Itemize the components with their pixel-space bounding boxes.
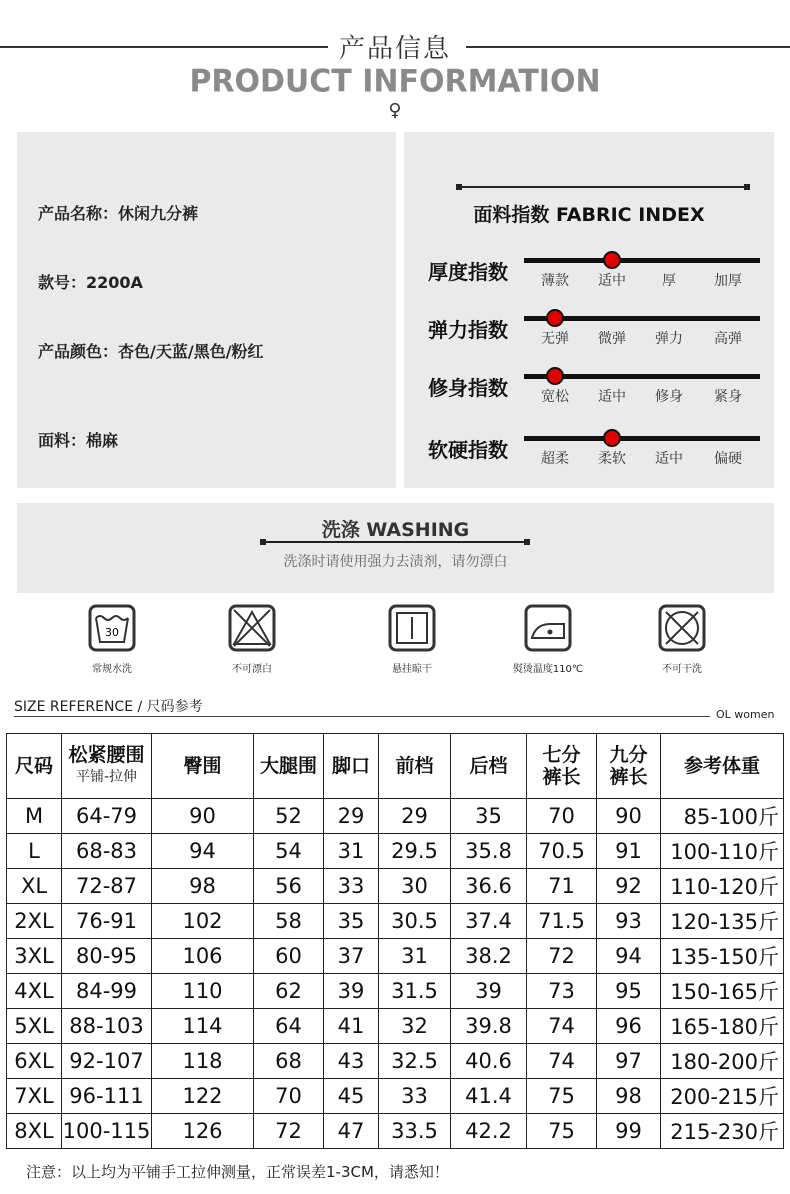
table-cell: 70 (254, 1079, 324, 1114)
header-main: 前档 (395, 755, 434, 777)
table-cell: 71 (527, 869, 597, 904)
fabric-index-option: 偏硬 (714, 451, 742, 467)
table-cell: 33.5 (379, 1114, 451, 1149)
size-table (6, 733, 784, 1149)
fabric-index-option: 弹力 (655, 331, 683, 347)
table-cell: 180-200斤 (661, 1044, 784, 1079)
table-cell: 90 (152, 799, 254, 834)
table-cell: 39 (324, 974, 379, 1009)
table-cell: 40.6 (451, 1044, 527, 1079)
table-cell: 135-150斤 (661, 939, 784, 974)
table-row (7, 1079, 784, 1114)
size-cell: 8XL (7, 1114, 62, 1149)
iron-temp-icon (524, 604, 572, 652)
table-cell: 75 (527, 1114, 597, 1149)
table-cell: 43 (324, 1044, 379, 1079)
table-cell: 32 (379, 1009, 451, 1044)
table-cell: 91 (597, 834, 661, 869)
table-row (7, 939, 784, 974)
table-cell: 100-110斤 (661, 834, 784, 869)
size-cell: M (7, 799, 62, 834)
table-cell: 96-111 (62, 1079, 152, 1114)
header-main: 九分 (609, 744, 648, 766)
table-cell: 90 (597, 799, 661, 834)
table-cell: 80-95 (62, 939, 152, 974)
table-cell: 35.8 (451, 834, 527, 869)
table-cell: 29 (379, 799, 451, 834)
table-cell: 114 (152, 1009, 254, 1044)
fabric-index-option: 厚 (662, 273, 676, 289)
wash-label: 不可漂白 (232, 664, 272, 675)
table-cell: 60 (254, 939, 324, 974)
table-cell: 92 (597, 869, 661, 904)
table-cell: 42.2 (451, 1114, 527, 1149)
table-cell: 96 (597, 1009, 661, 1044)
fabric-index-option: 宽松 (541, 389, 569, 405)
size-table-header (527, 734, 597, 799)
fabric-index-option: 紧身 (714, 389, 742, 405)
table-row (7, 869, 784, 904)
table-cell: 31.5 (379, 974, 451, 1009)
table-cell: 102 (152, 904, 254, 939)
table-cell: 72-87 (62, 869, 152, 904)
table-cell: 72 (254, 1114, 324, 1149)
table-cell: 97 (597, 1044, 661, 1079)
table-cell: 106 (152, 939, 254, 974)
table-row (7, 974, 784, 1009)
table-cell: 35 (324, 904, 379, 939)
table-cell: 30 (379, 869, 451, 904)
size-cell: 6XL (7, 1044, 62, 1079)
table-cell: 54 (254, 834, 324, 869)
size-table-header (597, 734, 661, 799)
female-symbol-icon: ♀ (388, 100, 402, 121)
table-cell: 98 (152, 869, 254, 904)
svg-text:30: 30 (105, 626, 119, 639)
header-main-line2: 裤长 (609, 766, 648, 788)
table-row (7, 904, 784, 939)
table-cell: 64 (254, 1009, 324, 1044)
table-cell: 94 (152, 834, 254, 869)
table-cell: 72 (527, 939, 597, 974)
fabric-index-option: 适中 (598, 273, 626, 289)
table-cell: 36.6 (451, 869, 527, 904)
size-table-header (254, 734, 324, 799)
table-cell: 68-83 (62, 834, 152, 869)
size-cell: XL (7, 869, 62, 904)
fabric-index-option: 适中 (598, 389, 626, 405)
product-fabric: 面料：棉麻 (38, 431, 119, 450)
table-cell: 39.8 (451, 1009, 527, 1044)
header-main: 臀围 (183, 755, 222, 777)
size-table-header (62, 734, 152, 799)
table-cell: 122 (152, 1079, 254, 1114)
fabric-index-marker (603, 251, 621, 269)
header-main: 参考体重 (683, 755, 760, 777)
table-cell: 31 (324, 834, 379, 869)
fabric-index-option: 无弹 (541, 331, 569, 347)
fabric-index-label: 厚度指数 (428, 260, 508, 284)
size-cell: 3XL (7, 939, 62, 974)
table-cell: 30.5 (379, 904, 451, 939)
table-cell: 85-100斤 (661, 799, 784, 834)
table-cell: 126 (152, 1114, 254, 1149)
fabric-index-option: 加厚 (714, 273, 742, 289)
table-cell: 76-91 (62, 904, 152, 939)
product-colors: 产品颜色：杏色/天蓝/黑色/粉红 (38, 342, 264, 361)
fabric-index-option: 修身 (655, 389, 683, 405)
size-table-header (379, 734, 451, 799)
header-main: 大腿围 (259, 755, 317, 777)
table-cell: 41.4 (451, 1079, 527, 1114)
fabric-title-rule (458, 186, 748, 188)
table-cell: 33 (324, 869, 379, 904)
no-bleach-icon (228, 604, 276, 652)
header-main: 后档 (469, 755, 508, 777)
size-reference-rule (14, 716, 710, 717)
fabric-index-label: 弹力指数 (428, 318, 508, 342)
table-cell: 45 (324, 1079, 379, 1114)
table-cell: 88-103 (62, 1009, 152, 1044)
no-dry-clean-icon (658, 604, 706, 652)
size-table-header (661, 734, 784, 799)
table-row (7, 1114, 784, 1149)
table-cell: 150-165斤 (661, 974, 784, 1009)
wash-label: 不可干洗 (662, 664, 702, 675)
fabric-index-option: 柔软 (598, 451, 626, 467)
fabric-index-option: 超柔 (541, 451, 569, 467)
table-cell: 70.5 (527, 834, 597, 869)
table-cell: 74 (527, 1009, 597, 1044)
fabric-index-track (524, 258, 760, 263)
table-cell: 200-215斤 (661, 1079, 784, 1114)
footnote: 注意：以上均为平铺手工拉伸测量，正常误差1-3CM，请悉知！ (26, 1163, 449, 1181)
header-main: 松紧腰围 (68, 744, 145, 766)
table-cell: 74 (527, 1044, 597, 1079)
table-cell: 75 (527, 1079, 597, 1114)
fabric-index-marker (546, 309, 564, 327)
wash-label: 熨烫温度110℃ (512, 664, 584, 675)
size-table-header (7, 734, 62, 799)
table-cell: 38.2 (451, 939, 527, 974)
fabric-index-label: 软硬指数 (428, 438, 508, 462)
header-main-line2: 裤长 (542, 766, 581, 788)
header-main: 尺码 (14, 755, 53, 777)
table-cell: 93 (597, 904, 661, 939)
fabric-index-label: 修身指数 (428, 376, 508, 400)
washing-note: 洗涤时请使用强力去渍剂，请勿漂白 (283, 554, 508, 570)
table-cell: 70 (527, 799, 597, 834)
size-cell: 2XL (7, 904, 62, 939)
fabric-index-option: 高弹 (714, 331, 742, 347)
product-model: 款号：2200A (38, 273, 143, 292)
fabric-index-marker (546, 367, 564, 385)
table-cell: 47 (324, 1114, 379, 1149)
table-cell: 58 (254, 904, 324, 939)
table-cell: 110 (152, 974, 254, 1009)
size-cell: L (7, 834, 62, 869)
table-cell: 68 (254, 1044, 324, 1079)
fabric-index-option: 微弹 (598, 331, 626, 347)
table-cell: 56 (254, 869, 324, 904)
page-title-cn: 产品信息 (338, 34, 451, 64)
table-cell: 215-230斤 (661, 1114, 784, 1149)
size-table-header-row (7, 734, 784, 799)
product-name: 产品名称：休闲九分裤 (38, 204, 199, 223)
wash-label: 常规水洗 (92, 664, 132, 675)
table-cell: 64-79 (62, 799, 152, 834)
header-main: 七分 (542, 744, 581, 766)
fabric-title-rule-end-left (456, 184, 462, 190)
fabric-index-marker (603, 429, 621, 447)
table-cell: 62 (254, 974, 324, 1009)
fabric-index-track (524, 436, 760, 441)
fabric-index-option: 适中 (655, 451, 683, 467)
table-cell: 73 (527, 974, 597, 1009)
table-cell: 41 (324, 1009, 379, 1044)
size-cell: 7XL (7, 1079, 62, 1114)
table-cell: 94 (597, 939, 661, 974)
size-reference-title: SIZE REFERENCE / 尺码参考 (14, 699, 203, 715)
size-table-header (324, 734, 379, 799)
table-cell: 92-107 (62, 1044, 152, 1079)
size-cell: 4XL (7, 974, 62, 1009)
table-cell: 95 (597, 974, 661, 1009)
table-cell: 31 (379, 939, 451, 974)
table-cell: 29 (324, 799, 379, 834)
table-cell: 165-180斤 (661, 1009, 784, 1044)
table-cell: 29.5 (379, 834, 451, 869)
table-cell: 71.5 (527, 904, 597, 939)
fabric-index-title: 面料指数 FABRIC INDEX (473, 204, 705, 226)
table-cell: 118 (152, 1044, 254, 1079)
brand-label: OL women (716, 708, 775, 721)
table-row (7, 1044, 784, 1079)
table-cell: 35 (451, 799, 527, 834)
table-row (7, 1009, 784, 1044)
header-sub: 平铺-拉伸 (75, 769, 138, 785)
table-cell: 110-120斤 (661, 869, 784, 904)
table-cell: 32.5 (379, 1044, 451, 1079)
header-main: 脚口 (331, 755, 370, 777)
wash-label: 悬挂晾干 (392, 664, 432, 675)
table-cell: 52 (254, 799, 324, 834)
washing-title: 洗涤 WASHING (321, 519, 470, 541)
table-cell: 100-115 (62, 1114, 152, 1149)
size-table-header (451, 734, 527, 799)
table-row (7, 834, 784, 869)
size-table-header (152, 734, 254, 799)
table-cell: 98 (597, 1079, 661, 1114)
table-cell: 39 (451, 974, 527, 1009)
table-cell: 99 (597, 1114, 661, 1149)
size-cell: 5XL (7, 1009, 62, 1044)
table-row (7, 799, 784, 834)
fabric-title-rule-end-right (744, 184, 750, 190)
page-title-en: PRODUCT INFORMATION (189, 63, 601, 100)
fabric-index-option: 薄款 (541, 273, 569, 289)
table-cell: 84-99 (62, 974, 152, 1009)
wash-30-icon (88, 604, 136, 652)
table-cell: 120-135斤 (661, 904, 784, 939)
table-cell: 37 (324, 939, 379, 974)
hang-dry-icon (388, 604, 436, 652)
table-cell: 37.4 (451, 904, 527, 939)
table-cell: 33 (379, 1079, 451, 1114)
